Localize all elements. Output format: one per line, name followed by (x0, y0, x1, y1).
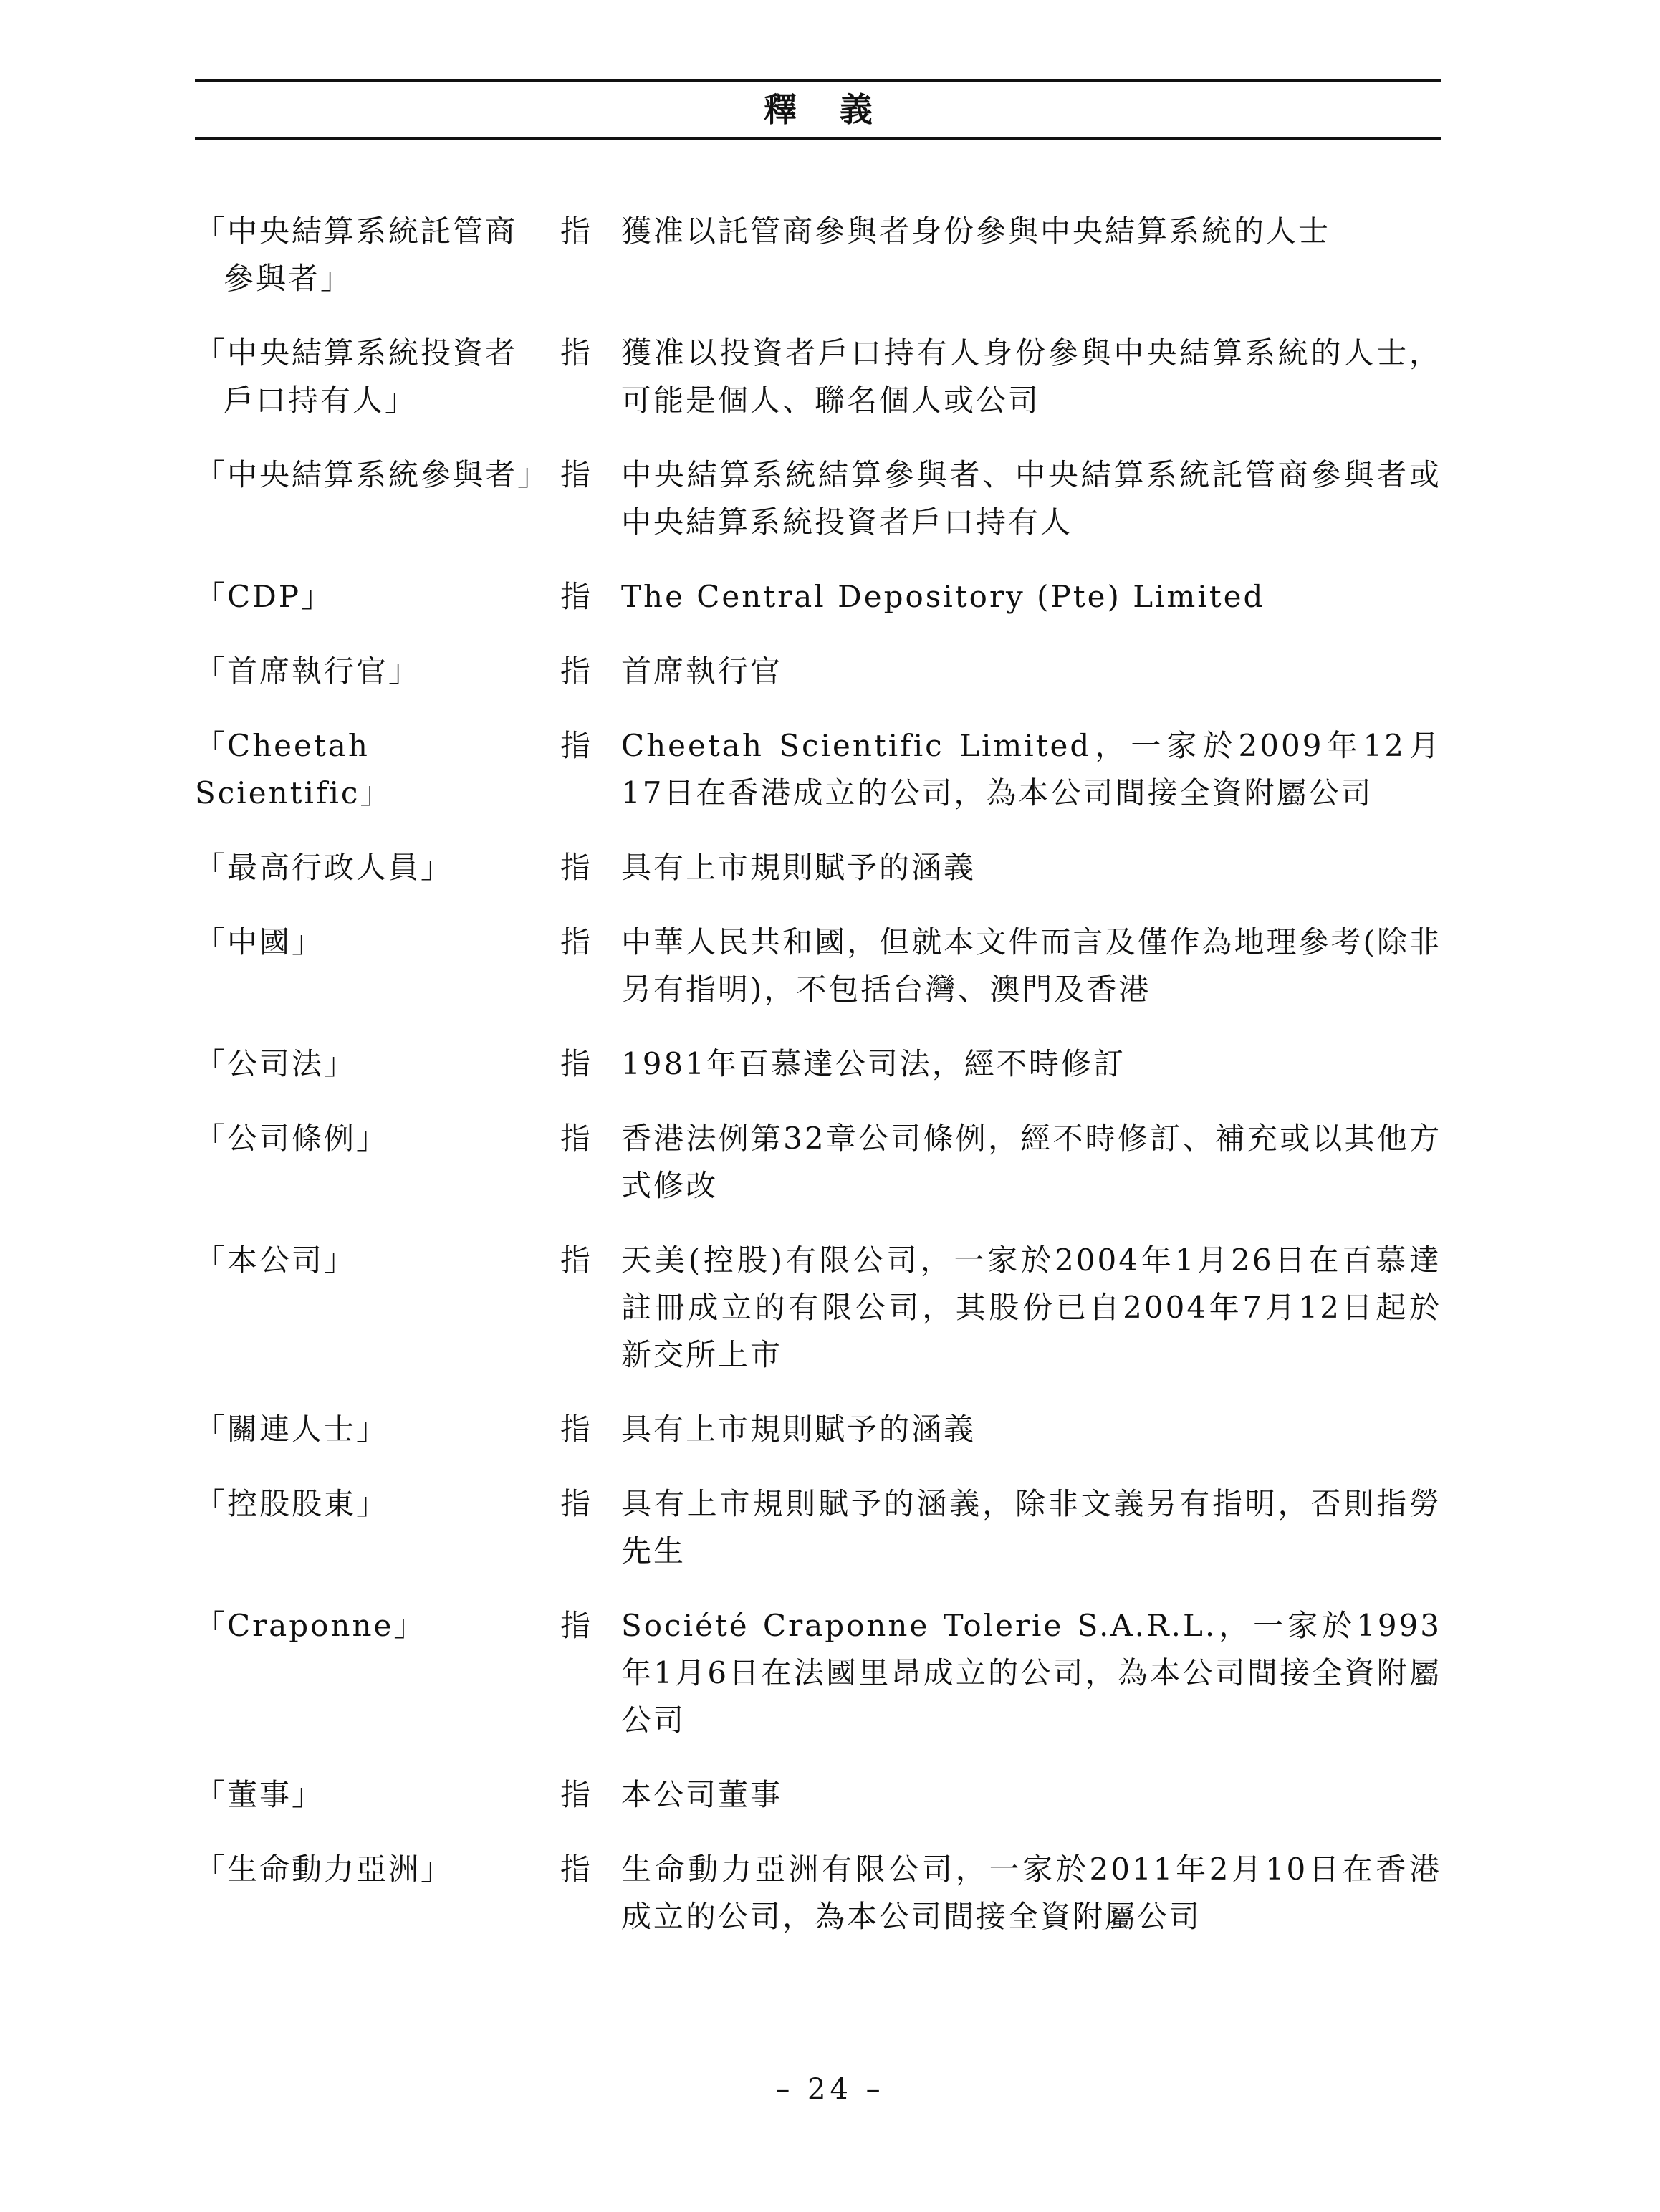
definition-entry (195, 1115, 1441, 1210)
definition-description: 中央結算系統結算參與者、中央結算系統託管商參與者或中央結算系統投資者戶口持有人 (621, 457, 1441, 540)
definition-entry (195, 451, 1441, 546)
definition-description: 具有上市規則賦予的涵義 (621, 1412, 977, 1447)
term-line: 「中國」 (195, 924, 325, 959)
term-line: 「生命動力亞洲」 (195, 1852, 454, 1887)
definition-description: 首席執行官 (621, 653, 783, 689)
term-line-continued: 參與者」 (224, 261, 353, 296)
definition-connector: 指 (560, 335, 591, 370)
definition-term (195, 1040, 539, 1088)
definition-term (195, 1602, 539, 1650)
term-line: 「首席執行官」 (195, 653, 421, 689)
definition-description: 天美(控股)有限公司，一家於2004年1月26日在百慕達註冊成立的有限公司，其股份已自2004年7月12日起於新交所上市 (621, 1243, 1441, 1372)
definition-term (195, 1480, 539, 1528)
definition-connector: 指 (560, 1852, 591, 1887)
definition-entry (195, 573, 1441, 621)
term-line-continued: 戶口持有人」 (224, 383, 418, 418)
term-line: 「關連人士」 (195, 1412, 389, 1447)
definition-term (195, 451, 550, 499)
definition-description: 獲准以託管商參與者身份參與中央結算系統的人士 (621, 214, 1331, 249)
definition-entry (195, 1480, 1441, 1575)
page-title: 釋義 (764, 90, 916, 129)
header-bottom-rule (195, 137, 1441, 140)
definition-connector: 指 (560, 214, 591, 249)
definition-connector: 指 (560, 1046, 591, 1081)
definition-connector: 指 (560, 1412, 591, 1447)
definition-connector: 指 (560, 1777, 591, 1812)
term-line: 「Craponne」 (195, 1608, 426, 1643)
definition-connector: 指 (560, 924, 591, 959)
definition-description: Cheetah Scientific Limited，一家於2009年12月17日在香港成立的公司，為本公司間接全資附屬公司 (621, 728, 1441, 810)
definitions-list (195, 208, 1441, 1968)
term-line: 「公司條例」 (195, 1121, 389, 1156)
definition-entry (195, 1406, 1441, 1453)
definition-connector: 指 (560, 1243, 591, 1278)
definition-description: 具有上市規則賦予的涵義 (621, 850, 977, 885)
definition-term (195, 208, 539, 302)
definition-term (195, 330, 539, 424)
definition-connector: 指 (560, 653, 591, 689)
definition-connector: 指 (560, 1486, 591, 1521)
definition-description: 1981年百慕達公司法，經不時修訂 (621, 1046, 1126, 1081)
definition-term (195, 1237, 539, 1284)
definition-connector: 指 (560, 1121, 591, 1156)
term-line: 「控股股東」 (195, 1486, 389, 1521)
definition-term (195, 573, 539, 621)
definition-entry (195, 1040, 1441, 1088)
term-line: 「董事」 (195, 1777, 325, 1812)
term-line: 「中央結算系統投資者 (195, 335, 518, 370)
definition-connector: 指 (560, 728, 591, 763)
definition-description: 具有上市規則賦予的涵義，除非文義另有指明，否則指勞先生 (621, 1486, 1441, 1569)
definition-connector: 指 (560, 579, 591, 614)
definition-entry (195, 1602, 1441, 1744)
definition-term (195, 1846, 539, 1893)
definition-description: 獲准以投資者戶口持有人身份參與中央結算系統的人士，可能是個人、聯名個人或公司 (621, 335, 1441, 418)
definition-entry (195, 1237, 1441, 1379)
definition-entry (195, 1771, 1441, 1819)
definition-term (195, 844, 539, 891)
definition-entry (195, 648, 1441, 695)
definition-entry (195, 1846, 1441, 1940)
definition-connector: 指 (560, 457, 591, 492)
definition-description: The Central Depository (Pte) Limited (621, 579, 1265, 614)
definition-entry (195, 844, 1441, 891)
term-line: 「公司法」 (195, 1046, 357, 1081)
definition-entry (195, 722, 1441, 817)
definition-term (195, 1406, 539, 1453)
definition-description: Société Craponne Tolerie S.A.R.L.，一家於1993年1月6日在法國里昂成立的公司，為本公司間接全資附屬公司 (621, 1608, 1441, 1738)
definition-term (195, 648, 539, 695)
term-line: 「中央結算系統託管商 (195, 214, 518, 249)
definition-description: 香港法例第32章公司條例，經不時修訂、補充或以其他方式修改 (621, 1121, 1441, 1203)
definition-term (195, 722, 539, 817)
definition-description: 生命動力亞洲有限公司，一家於2011年2月10日在香港成立的公司，為本公司間接全資附屬公司 (621, 1852, 1441, 1934)
definition-description: 本公司董事 (621, 1777, 783, 1812)
definition-description: 中華人民共和國，但就本文件而言及僅作為地理參考(除非另有指明)，不包括台灣、澳門及香港 (621, 924, 1441, 1007)
definition-entry (195, 208, 1441, 302)
term-line: 「最高行政人員」 (195, 850, 454, 885)
term-line: 「中央結算系統參與者」 (195, 457, 550, 492)
definition-connector: 指 (560, 850, 591, 885)
term-line: 「CDP」 (195, 579, 334, 614)
page-number: – 24 – (775, 2073, 885, 2106)
definition-entry (195, 330, 1441, 424)
header-top-rule (195, 79, 1441, 82)
definition-term (195, 919, 539, 966)
definition-entry (195, 919, 1441, 1013)
definition-term (195, 1771, 539, 1819)
definition-connector: 指 (560, 1608, 591, 1643)
term-line: 「本公司」 (195, 1243, 357, 1278)
term-line: 「Cheetah Scientific」 (195, 728, 393, 810)
definition-term (195, 1115, 539, 1162)
